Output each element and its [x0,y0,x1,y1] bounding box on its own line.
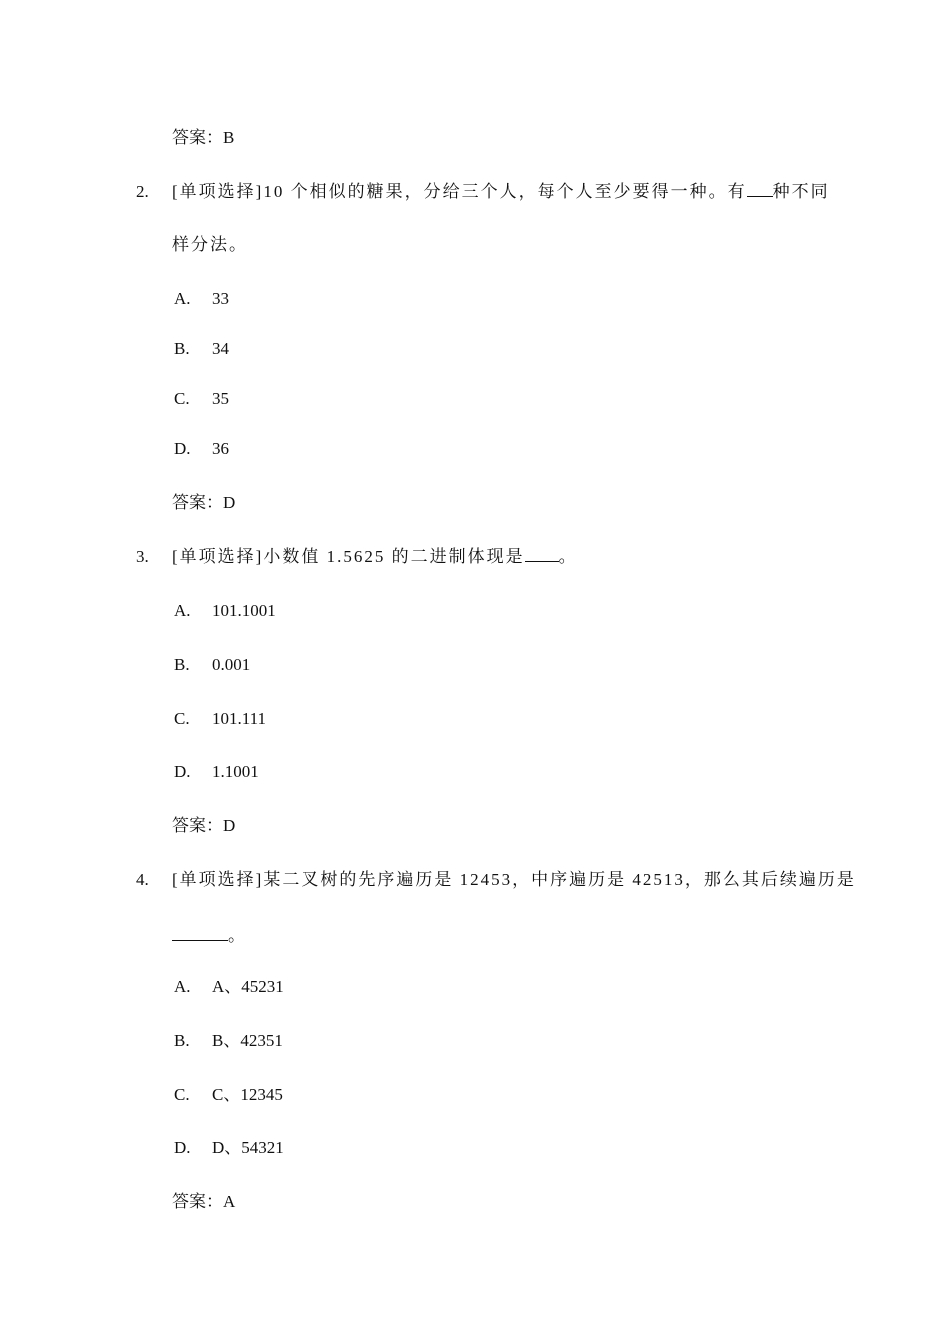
option-text: B、42351 [212,1031,283,1050]
question-text-continuation [172,925,245,947]
question-text-continuation: 样分法。 [172,235,248,254]
answer: 答案：D [172,493,236,512]
option-text: 101.1001 [212,601,276,620]
option-letter: C. [174,1085,190,1104]
question-text [172,546,578,568]
option-text: 34 [212,339,229,358]
option-text: 35 [212,389,229,408]
option-letter: B. [174,1031,190,1050]
option-letter: A. [174,977,191,996]
option-letter: D. [174,762,191,781]
answer: 答案：D [172,816,236,835]
option-text: A、45231 [212,977,284,996]
answer-blank [525,547,559,562]
question-text-after: 种不同 [772,182,830,201]
option-letter: B. [174,655,190,674]
option-text: 36 [212,439,229,458]
question-text [172,181,830,203]
option-text: C、12345 [212,1085,283,1104]
option-text: 1.1001 [212,762,259,781]
option-letter: A. [174,601,191,620]
option-letter: D. [174,1138,191,1157]
option-text: 33 [212,289,229,308]
option-text: D、54321 [212,1138,284,1157]
option-text: 0.001 [212,655,251,674]
answer-blank [747,182,773,197]
option-letter: C. [174,389,190,408]
question-text-after: 。 [558,547,578,566]
question-text-after: 。 [228,926,245,945]
answer-blank [172,926,228,941]
option-letter: A. [174,289,191,308]
question-number: 3. [136,547,149,566]
option-text: 101.111 [212,709,266,728]
question-text: [单项选择]某二叉树的先序遍历是 12453，中序遍历是 42513，那么其后续遍历是 [172,870,856,889]
option-letter: B. [174,339,190,358]
answer: 答案：A [172,1192,236,1211]
option-letter: D. [174,439,191,458]
option-letter: C. [174,709,190,728]
question-number: 2. [136,182,149,201]
previous-answer: 答案：B [172,128,235,147]
question-number: 4. [136,870,149,889]
question-text-before: [单项选择]10 个相似的糖果，分给三个人，每个人至少要得一种。有 [172,182,747,201]
question-text-before: [单项选择]小数值 1.5625 的二进制体现是 [172,547,525,566]
